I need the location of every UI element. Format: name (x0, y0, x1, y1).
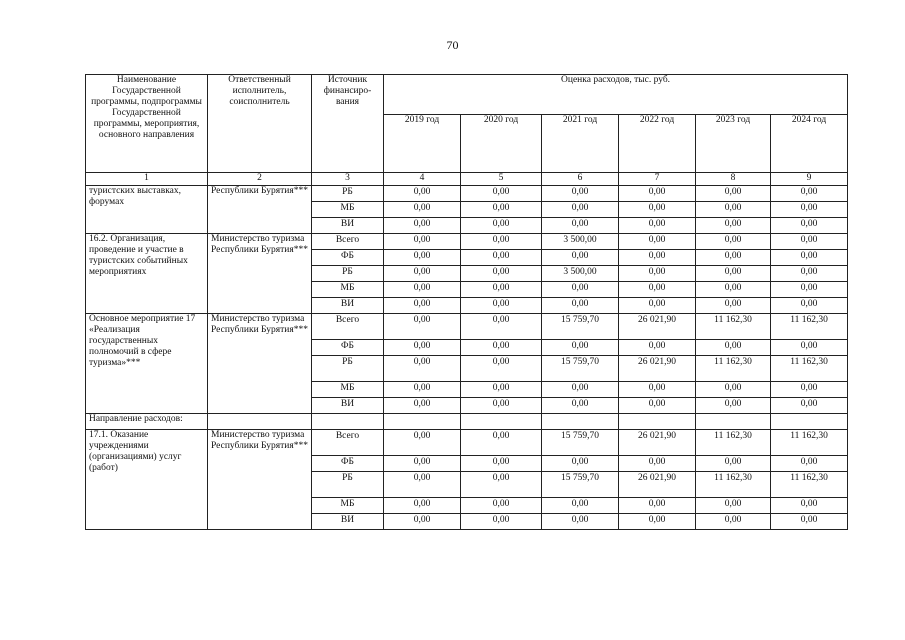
value-cell: 0,00 (696, 498, 771, 514)
funding-source: ФБ (312, 456, 384, 472)
value-cell: 0,00 (461, 234, 542, 250)
value-cell: 0,00 (771, 398, 848, 414)
value-cell: 26 021,90 (619, 314, 696, 340)
empty-cell (461, 414, 542, 430)
direction-label: Направление расходов: (86, 414, 208, 430)
value-cell: 0,00 (771, 514, 848, 530)
value-cell: 0,00 (384, 298, 461, 314)
row-executor: Министерство туризма Республики Бурятия*** (208, 234, 312, 314)
row-name: 17.1. Оказание учреждениями (организациями) услуг (работ) (86, 430, 208, 530)
column-number: 2 (208, 173, 312, 186)
empty-cell (312, 414, 384, 430)
value-cell: 0,00 (771, 298, 848, 314)
empty-cell (696, 414, 771, 430)
value-cell: 0,00 (384, 218, 461, 234)
value-cell: 0,00 (696, 282, 771, 298)
value-cell: 0,00 (771, 282, 848, 298)
value-cell: 11 162,30 (696, 472, 771, 498)
value-cell: 11 162,30 (771, 472, 848, 498)
value-cell: 0,00 (619, 456, 696, 472)
table-row (86, 430, 848, 456)
column-number: 5 (461, 173, 542, 186)
funding-source: ВИ (312, 514, 384, 530)
value-cell: 0,00 (461, 202, 542, 218)
value-cell: 15 759,70 (542, 356, 619, 382)
value-cell: 0,00 (461, 218, 542, 234)
value-cell: 0,00 (619, 266, 696, 282)
value-cell: 0,00 (384, 498, 461, 514)
direction-row (86, 414, 848, 430)
value-cell: 0,00 (384, 186, 461, 202)
value-cell: 26 021,90 (619, 472, 696, 498)
value-cell: 0,00 (696, 266, 771, 282)
value-cell: 0,00 (461, 430, 542, 456)
table-row (86, 234, 848, 250)
funding-source: Всего (312, 314, 384, 340)
value-cell: 0,00 (619, 186, 696, 202)
value-cell: 0,00 (542, 250, 619, 266)
funding-source: ВИ (312, 398, 384, 414)
empty-cell (542, 414, 619, 430)
row-name: Основное мероприятие 17 «Реализация государственных полномочий в сфере туризма»*** (86, 314, 208, 414)
value-cell: 0,00 (384, 430, 461, 456)
funding-source: РБ (312, 186, 384, 202)
value-cell: 0,00 (619, 282, 696, 298)
value-cell: 0,00 (384, 202, 461, 218)
value-cell: 0,00 (461, 498, 542, 514)
value-cell: 0,00 (461, 340, 542, 356)
value-cell: 0,00 (619, 498, 696, 514)
column-number: 8 (696, 173, 771, 186)
value-cell: 0,00 (384, 398, 461, 414)
value-cell: 0,00 (461, 356, 542, 382)
value-cell: 11 162,30 (696, 314, 771, 340)
value-cell: 0,00 (619, 250, 696, 266)
value-cell: 0,00 (384, 282, 461, 298)
value-cell: 0,00 (384, 514, 461, 530)
value-cell: 0,00 (384, 456, 461, 472)
header-executor-column: Ответственный исполнитель, соисполнитель (208, 75, 312, 173)
header-year: 2022 год (619, 115, 696, 173)
value-cell: 0,00 (542, 218, 619, 234)
value-cell: 0,00 (384, 472, 461, 498)
value-cell: 0,00 (696, 186, 771, 202)
value-cell: 0,00 (461, 382, 542, 398)
empty-cell (384, 414, 461, 430)
value-cell: 0,00 (696, 514, 771, 530)
header-year: 2021 год (542, 115, 619, 173)
header-year: 2019 год (384, 115, 461, 173)
table-body (86, 186, 848, 530)
value-cell: 0,00 (461, 186, 542, 202)
column-number: 9 (771, 173, 848, 186)
value-cell: 0,00 (771, 250, 848, 266)
value-cell: 0,00 (771, 218, 848, 234)
value-cell: 0,00 (696, 398, 771, 414)
column-number: 1 (86, 173, 208, 186)
value-cell: 0,00 (771, 186, 848, 202)
column-number-row (86, 173, 848, 186)
value-cell: 0,00 (619, 382, 696, 398)
value-cell: 0,00 (542, 498, 619, 514)
value-cell: 3 500,00 (542, 266, 619, 282)
value-cell: 0,00 (771, 456, 848, 472)
funding-source: РБ (312, 266, 384, 282)
value-cell: 0,00 (384, 356, 461, 382)
value-cell: 3 500,00 (542, 234, 619, 250)
funding-source: РБ (312, 356, 384, 382)
value-cell: 0,00 (619, 202, 696, 218)
value-cell: 0,00 (542, 382, 619, 398)
value-cell: 0,00 (461, 456, 542, 472)
value-cell: 0,00 (384, 382, 461, 398)
value-cell: 0,00 (461, 398, 542, 414)
value-cell: 0,00 (461, 250, 542, 266)
value-cell: 15 759,70 (542, 430, 619, 456)
empty-cell (208, 414, 312, 430)
funding-source: Всего (312, 430, 384, 456)
page-number: 70 (446, 38, 459, 52)
value-cell: 11 162,30 (771, 314, 848, 340)
value-cell: 0,00 (696, 218, 771, 234)
value-cell: 0,00 (619, 340, 696, 356)
value-cell: 0,00 (542, 298, 619, 314)
header-source-column: Источник финансиро-вания (312, 75, 384, 173)
value-cell: 0,00 (461, 314, 542, 340)
column-number: 7 (619, 173, 696, 186)
header-year: 2024 год (771, 115, 848, 173)
value-cell: 0,00 (619, 514, 696, 530)
value-cell: 0,00 (696, 202, 771, 218)
column-number: 3 (312, 173, 384, 186)
value-cell: 0,00 (461, 472, 542, 498)
table-row (86, 186, 848, 202)
value-cell: 11 162,30 (771, 356, 848, 382)
value-cell: 0,00 (771, 340, 848, 356)
value-cell: 0,00 (461, 282, 542, 298)
budget-table (85, 74, 848, 530)
value-cell: 0,00 (542, 398, 619, 414)
value-cell: 0,00 (384, 314, 461, 340)
value-cell: 0,00 (542, 340, 619, 356)
header-estimate: Оценка расходов, тыс. руб. (384, 75, 848, 115)
value-cell: 0,00 (696, 298, 771, 314)
value-cell: 0,00 (384, 234, 461, 250)
value-cell: 11 162,30 (696, 356, 771, 382)
value-cell: 0,00 (771, 498, 848, 514)
funding-source: ФБ (312, 340, 384, 356)
funding-source: ВИ (312, 218, 384, 234)
value-cell: 0,00 (771, 382, 848, 398)
funding-source: МБ (312, 202, 384, 218)
funding-source: Всего (312, 234, 384, 250)
header-name-column: Наименование Государственной программы, подпрограммы Государственной программы, мероприятия, основного направления (86, 75, 208, 173)
row-name: туристских выставках, форумах (86, 186, 208, 234)
value-cell: 15 759,70 (542, 472, 619, 498)
value-cell: 26 021,90 (619, 430, 696, 456)
funding-source: МБ (312, 382, 384, 398)
funding-source: ВИ (312, 298, 384, 314)
value-cell: 0,00 (619, 398, 696, 414)
empty-cell (619, 414, 696, 430)
value-cell: 0,00 (619, 218, 696, 234)
funding-source: МБ (312, 498, 384, 514)
value-cell: 11 162,30 (696, 430, 771, 456)
funding-source: РБ (312, 472, 384, 498)
column-number: 6 (542, 173, 619, 186)
value-cell: 0,00 (461, 266, 542, 282)
value-cell: 0,00 (696, 382, 771, 398)
value-cell: 0,00 (696, 340, 771, 356)
value-cell: 0,00 (542, 456, 619, 472)
funding-source: МБ (312, 282, 384, 298)
value-cell: 0,00 (542, 202, 619, 218)
value-cell: 0,00 (696, 250, 771, 266)
table-row (86, 314, 848, 340)
value-cell: 0,00 (696, 234, 771, 250)
value-cell: 0,00 (771, 202, 848, 218)
value-cell: 0,00 (771, 266, 848, 282)
value-cell: 0,00 (542, 186, 619, 202)
column-number: 4 (384, 173, 461, 186)
row-name: 16.2. Организация, проведение и участие в туристских событийных мероприятиях (86, 234, 208, 314)
empty-cell (771, 414, 848, 430)
value-cell: 11 162,30 (771, 430, 848, 456)
value-cell: 0,00 (461, 298, 542, 314)
value-cell: 0,00 (461, 514, 542, 530)
value-cell: 26 021,90 (619, 356, 696, 382)
value-cell: 0,00 (619, 298, 696, 314)
row-executor: Министерство туризма Республики Бурятия*** (208, 314, 312, 414)
funding-source: ФБ (312, 250, 384, 266)
value-cell: 15 759,70 (542, 314, 619, 340)
value-cell: 0,00 (384, 250, 461, 266)
value-cell: 0,00 (542, 514, 619, 530)
header-year: 2023 год (696, 115, 771, 173)
value-cell: 0,00 (384, 340, 461, 356)
row-executor: Республики Бурятия*** (208, 186, 312, 234)
value-cell: 0,00 (771, 234, 848, 250)
value-cell: 0,00 (696, 456, 771, 472)
row-executor: Министерство туризма Республики Бурятия*** (208, 430, 312, 530)
value-cell: 0,00 (542, 282, 619, 298)
header-year: 2020 год (461, 115, 542, 173)
value-cell: 0,00 (384, 266, 461, 282)
value-cell: 0,00 (619, 234, 696, 250)
